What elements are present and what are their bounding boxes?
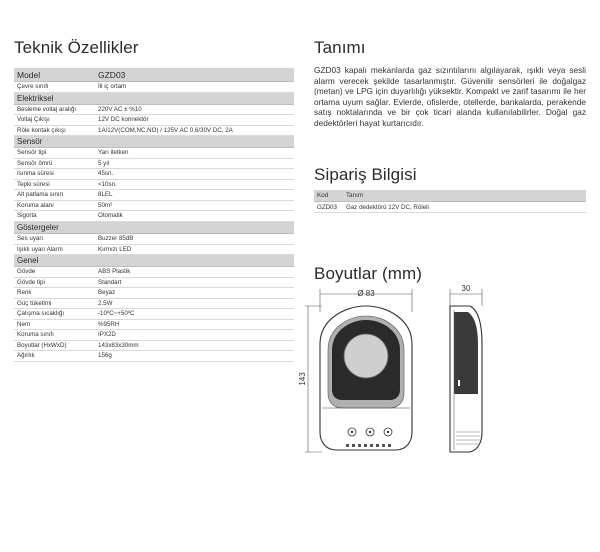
spec-key: Çalışma sıcaklığı — [17, 310, 65, 318]
spec-value: 2.5W — [98, 299, 113, 307]
spec-row — [14, 278, 294, 289]
spec-key: Nem — [17, 320, 31, 328]
sensor-window — [344, 334, 388, 378]
spec-value: %95RH — [98, 320, 120, 328]
spec-value: Standart — [98, 278, 122, 286]
spec-row — [14, 320, 294, 331]
spec-value: İll iç ortam — [98, 83, 127, 90]
order-col-desc: Tanım — [346, 192, 364, 199]
spec-row — [14, 211, 294, 222]
spec-key: Sensör ömrü — [17, 159, 53, 167]
width-label: Ø 83 — [357, 289, 375, 298]
spec-row — [14, 148, 294, 159]
spec-row — [14, 190, 294, 201]
spec-row — [14, 341, 294, 352]
height-label: 143 — [298, 372, 307, 386]
specs-title: Teknik Özellikler — [14, 38, 139, 57]
spec-row — [14, 201, 294, 212]
spec-value: Kırmızı LED — [98, 245, 132, 253]
front-view — [320, 306, 412, 450]
led-dot-1 — [351, 431, 353, 433]
specs-table — [14, 68, 294, 362]
led-dot-3 — [387, 431, 389, 433]
spec-value: 220V AC ± %10 — [98, 105, 142, 113]
model-label: Model — [17, 70, 41, 80]
spec-key: Röle kontak çıkışı — [17, 126, 66, 134]
model-value: GZD03 — [98, 70, 126, 80]
led-dot-2 — [369, 431, 371, 433]
spec-key: Gövde — [17, 268, 36, 276]
spec-row — [14, 105, 294, 116]
spec-key: Besleme voltaj aralığı — [17, 105, 77, 113]
section-header: Elektriksel — [14, 93, 294, 105]
dimensions-title: Boyutlar (mm) — [314, 264, 423, 283]
order-info-title: Sipariş Bilgisi — [314, 165, 417, 184]
spec-row — [14, 267, 294, 278]
spec-value: -10ºC~+50ºC — [98, 310, 135, 318]
spec-key: Alt patlama sınırı — [17, 191, 64, 199]
order-table-header — [314, 190, 586, 202]
spec-row — [14, 245, 294, 256]
spec-value: 45sn. — [98, 170, 114, 178]
spec-row — [14, 115, 294, 126]
spec-value: ABS Plastik — [98, 268, 131, 276]
side-view — [450, 306, 482, 452]
spec-sections — [14, 93, 294, 362]
spec-value: Yarı iletken — [98, 149, 129, 157]
order-col-code: Kod — [317, 192, 329, 199]
order-desc: Gaz dedektörü 12V DC, Röleli — [346, 204, 429, 211]
technical-specs — [14, 38, 294, 362]
spec-key: Tepki süresi — [17, 180, 50, 188]
spec-key: Boyutlar (HxWxD) — [17, 341, 67, 349]
spec-row — [14, 351, 294, 362]
order-code: GZD03 — [317, 204, 337, 211]
depth-label: 30 — [461, 284, 471, 293]
spec-value: Beyaz — [98, 289, 116, 297]
spec-row — [14, 82, 294, 93]
order-row — [314, 202, 586, 213]
spec-key: Renk — [17, 289, 32, 297]
spec-row — [14, 288, 294, 299]
spec-row — [14, 126, 294, 137]
section-header: Sensör — [14, 136, 294, 148]
spec-value: 8LEL — [98, 191, 113, 199]
spec-key: Sigorta — [17, 212, 37, 220]
spec-row — [14, 309, 294, 320]
section-header: Göstergeler — [14, 222, 294, 234]
spec-row — [14, 169, 294, 180]
spec-row — [14, 180, 294, 191]
spec-value: 5 yıl — [98, 159, 110, 167]
spec-row — [14, 299, 294, 310]
spec-key: Isınma süresi — [17, 170, 54, 178]
spec-key: Ağırlık — [17, 352, 35, 360]
spec-key: Güç tüketimi — [17, 299, 52, 307]
spec-key: Işıklı uyarı Alarm — [17, 245, 63, 253]
dimension-drawing — [300, 282, 500, 472]
description-text: GZD03 kapalı mekanlarda gaz sızıntılarını algılayarak, ışıklı veya sesli alarm verecek şekilde tasarlanmıştır. Güvenilir sensörleri ile doğalgaz (metan) ve LPG için duyarlılığı yüksektir. Kompakt ve zarif tasarımı ile her ortama uyum sağlar. Evlerde, ofislerde, otellerde, bankalarda, perakende satış noktalarında ve bir çok ticari alanda kullanılabilirler. Doğal gaz dedektörleri hayat kurtarıcıdır. — [314, 65, 586, 128]
description-title: Tanımı — [314, 38, 366, 57]
order-table — [314, 190, 586, 213]
model-row — [14, 68, 294, 82]
spec-row — [14, 330, 294, 341]
spec-key: Gövde tipi — [17, 278, 45, 286]
side-cover-dark — [454, 312, 478, 394]
spec-key: Koruma alanı — [17, 201, 54, 209]
side-port — [458, 380, 460, 386]
spec-row — [14, 159, 294, 170]
spec-value: 156g — [98, 352, 112, 360]
spec-value: Buzzer 85dB — [98, 235, 134, 243]
spec-key: Koruma sınıfı — [17, 331, 54, 339]
section-header: Genel — [14, 255, 294, 267]
spec-key: Çevre sınıfı — [17, 83, 49, 90]
spec-value: IPX2D — [98, 331, 116, 339]
spec-value: 12V DC konnektör — [98, 116, 149, 124]
spec-key: Voltaj Çıkışı — [17, 116, 50, 124]
spec-key: Ses uyarı — [17, 235, 44, 243]
spec-row — [14, 234, 294, 245]
spec-value: 50m² — [98, 201, 113, 209]
spec-key: Sensör tipi — [17, 149, 47, 157]
spec-value: <10sn. — [98, 180, 117, 188]
spec-value: Otomatik — [98, 212, 123, 220]
spec-value: 143x83x30mm — [98, 341, 139, 349]
right-column — [314, 38, 586, 283]
spec-value: 1A/12V(COM,NC,NO) / 125V AC 0.6/30V DC, 2A — [98, 126, 233, 134]
